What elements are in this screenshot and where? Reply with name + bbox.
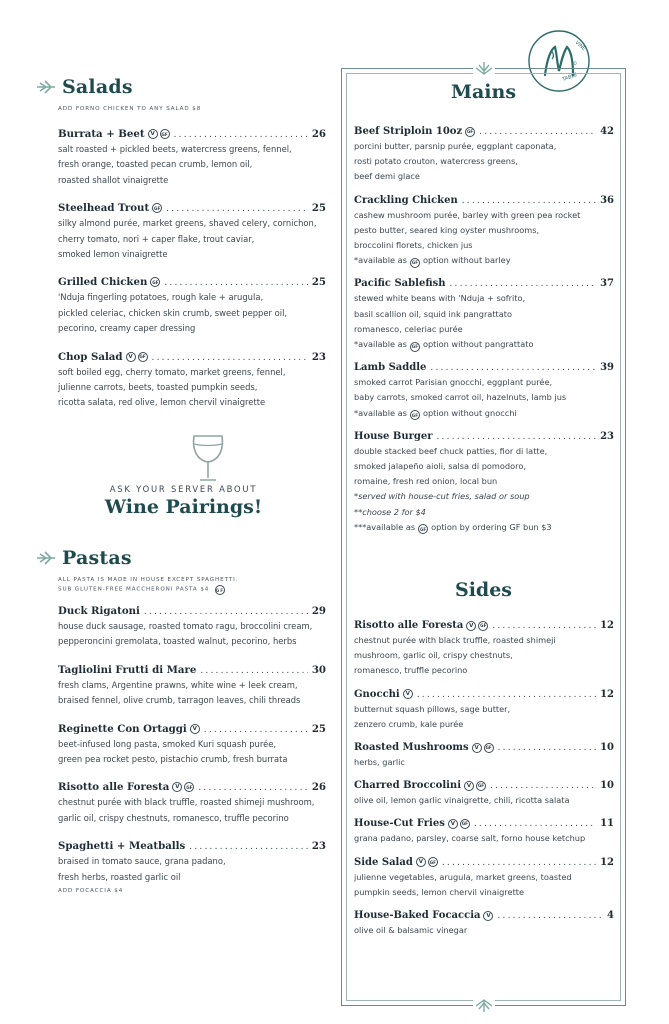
menu-item-price: 23 bbox=[311, 840, 326, 853]
menu-item-price: 37 bbox=[600, 278, 614, 290]
description-line: broccolini florets, chicken jus bbox=[354, 240, 473, 251]
menu-item-name: Steelhead Trout bbox=[58, 202, 150, 215]
description-line: cherry tomato, nori + caper flake, trout caviar, bbox=[58, 233, 255, 244]
menu-item-header bbox=[58, 664, 326, 676]
menu-item-description bbox=[354, 633, 614, 679]
menu-item-price: 12 bbox=[600, 620, 614, 631]
description-line: roasted shallot vinaigrette bbox=[58, 174, 169, 185]
salads-section bbox=[36, 76, 326, 411]
menu-item-price: 23 bbox=[311, 350, 326, 363]
description-line: rosti potato crouton, watercress greens, bbox=[354, 156, 518, 167]
description-line: house duck sausage, roasted tomato ragu, broccolini cream, bbox=[58, 621, 313, 631]
menu-item bbox=[58, 351, 326, 411]
description-line: cashew mushroom purée, barley with green pea rocket bbox=[354, 209, 581, 220]
dot-leader bbox=[492, 621, 596, 631]
dot-leader bbox=[430, 363, 596, 373]
vegetarian-badge-icon: V bbox=[403, 689, 413, 699]
menu-item-description bbox=[58, 216, 326, 262]
menu-item-price: 10 bbox=[600, 780, 614, 792]
menu-item-name: Pacific Sablefish bbox=[354, 278, 446, 290]
dot-leader bbox=[144, 607, 308, 617]
menu-item-description bbox=[58, 795, 326, 826]
dietary-badges bbox=[483, 911, 493, 921]
gf-note-suffix: option without gnocchi bbox=[422, 407, 517, 418]
description-line: green pea rocket pesto, pistachio crumb, fresh burrata bbox=[58, 754, 288, 765]
menu-item-name: Chop Salad bbox=[58, 350, 123, 363]
mains-list bbox=[354, 116, 614, 535]
wine-ask-text: ASK YOUR SERVER ABOUT bbox=[109, 484, 258, 494]
menu-item-header bbox=[58, 276, 326, 288]
menu-item bbox=[58, 128, 326, 188]
description-line: grana padano, parsley, coarse salt, forno house ketchup bbox=[354, 833, 586, 844]
gluten-free-badge-icon: GF bbox=[418, 524, 428, 534]
menu-item-name: Risotto alle Foresta bbox=[58, 781, 170, 794]
menu-item bbox=[58, 723, 326, 768]
dietary-badges bbox=[464, 781, 486, 791]
menu-item-price: 23 bbox=[600, 430, 614, 442]
dietary-badges bbox=[465, 127, 475, 137]
gluten-free-badge-icon: GF bbox=[215, 585, 225, 595]
serving-note: *served with house-cut fries, salad or soup bbox=[354, 491, 530, 502]
menu-item-name: Beef Striploin 10oz bbox=[354, 126, 463, 137]
menu-item bbox=[354, 431, 614, 535]
description-line: stewed white beans with 'Nduja + sofrito, bbox=[354, 293, 526, 304]
menu-item-header bbox=[354, 620, 614, 631]
menu-item-description bbox=[58, 619, 326, 650]
menu-item-description bbox=[354, 375, 614, 421]
salads-title: Salads bbox=[62, 76, 133, 98]
panel-top-ornament-icon bbox=[473, 60, 495, 76]
dot-leader bbox=[164, 278, 307, 288]
description-line: julienne carrots, beets, toasted pumpkin seeds, bbox=[58, 382, 258, 393]
description-line: butternut squash pillows, sage butter, bbox=[354, 703, 511, 714]
menu-item bbox=[354, 689, 614, 732]
menu-item-header bbox=[58, 605, 326, 617]
menu-item-name: Lamb Saddle bbox=[354, 362, 427, 374]
gluten-free-badge-icon: GF bbox=[410, 410, 420, 420]
dot-leader bbox=[152, 353, 308, 363]
description-line: smoked jalapeño aioli, salsa di pomodoro, bbox=[354, 461, 526, 472]
description-line: 'Nduja fingerling potatoes, rough kale + arugula, bbox=[58, 292, 264, 303]
logo-text-bottom: TABLE bbox=[561, 71, 579, 83]
dot-leader bbox=[436, 432, 596, 442]
menu-item-name: Charred Broccolini bbox=[354, 780, 461, 792]
dot-leader bbox=[497, 911, 603, 921]
menu-item bbox=[58, 202, 326, 262]
menu-item-name: Grilled Chicken bbox=[58, 276, 148, 289]
menu-item-name: Risotto alle Foresta bbox=[354, 620, 464, 631]
gf-note-prefix: *available as bbox=[354, 339, 407, 350]
panel-bottom-ornament-icon bbox=[473, 998, 495, 1014]
description-line: fresh clams, Argentine prawns, white wine + leek cream, bbox=[58, 679, 298, 690]
menu-item-price: 4 bbox=[607, 910, 614, 922]
menu-item-name: Side Salad bbox=[354, 856, 413, 868]
gluten-free-availability-note bbox=[354, 520, 614, 535]
gluten-free-availability-note bbox=[354, 337, 614, 352]
gluten-free-badge-icon: GF bbox=[478, 621, 488, 631]
menu-item-header bbox=[354, 742, 614, 753]
vegetarian-badge-icon: V bbox=[126, 352, 136, 362]
menu-item-description bbox=[58, 737, 326, 768]
gluten-free-badge-icon: GF bbox=[152, 203, 162, 213]
leaf-ornament-icon bbox=[36, 548, 56, 568]
gf-note-suffix: option without barley bbox=[422, 255, 511, 266]
menu-item-name: Gnocchi bbox=[354, 688, 400, 700]
description-line: braised in tomato sauce, grana padano, bbox=[58, 856, 226, 867]
description-line: porcini butter, parsnip purée, eggplant caponata, bbox=[354, 141, 557, 151]
menu-item-header bbox=[58, 781, 326, 793]
menu-item-description bbox=[354, 702, 614, 732]
dietary-badges bbox=[416, 857, 438, 867]
menu-item bbox=[354, 126, 614, 185]
description-line: fresh orange, toasted pecan crumb, lemon oil, bbox=[58, 159, 253, 170]
menu-item-description bbox=[354, 793, 614, 808]
description-line: julienne vegetables, arugula, market greens, toasted bbox=[354, 871, 572, 882]
pastas-note-line2: SUB GLUTEN-FREE MACCHERONI PASTA $4 bbox=[58, 586, 210, 593]
description-line: romanesco, truffle pecorino bbox=[354, 665, 468, 676]
dietary-badges bbox=[172, 782, 194, 792]
description-line: garlic oil, crispy chestnuts, romanesco, truffle pecorino bbox=[58, 812, 289, 823]
gf-note-prefix: *available as bbox=[354, 255, 407, 266]
pastas-title: Pastas bbox=[62, 547, 132, 569]
vegetarian-badge-icon: V bbox=[148, 129, 158, 139]
description-line: mushroom, garlic oil, crispy chestnuts, bbox=[354, 650, 513, 661]
dot-leader bbox=[442, 858, 596, 868]
menu-item bbox=[354, 818, 614, 846]
pastas-section bbox=[36, 547, 326, 894]
dietary-badges bbox=[472, 743, 494, 753]
menu-item-price: 10 bbox=[600, 742, 614, 754]
menu-item-price: 39 bbox=[600, 362, 614, 374]
salads-note: ADD FORNO CHICKEN TO ANY SALAD $8 bbox=[58, 106, 202, 112]
menu-item-description bbox=[58, 142, 326, 188]
menu-item-description bbox=[354, 923, 614, 938]
menu-item-header bbox=[354, 780, 614, 791]
description-line: ricotta salata, red olive, lemon chervil vinaigrette bbox=[58, 397, 266, 408]
description-line: beet-infused long pasta, smoked Kuri squash purée, bbox=[58, 738, 277, 749]
menu-item bbox=[354, 857, 614, 900]
dot-leader bbox=[490, 781, 596, 791]
menu-item bbox=[354, 195, 614, 269]
dot-leader bbox=[200, 666, 307, 676]
description-line: chestnut purée with black truffle, roasted shimeji bbox=[354, 635, 556, 645]
description-line: baby carrots, smoked carrot oil, hazelnuts, lamb jus bbox=[354, 392, 567, 403]
menu-item-header bbox=[354, 910, 614, 921]
dot-leader bbox=[204, 725, 308, 735]
menu-item-description bbox=[354, 291, 614, 352]
menu-item-name: Duck Rigatoni bbox=[58, 605, 140, 617]
menu-item-name: Spaghetti + Meatballs bbox=[58, 840, 186, 853]
vegetarian-badge-icon: V bbox=[464, 781, 474, 791]
gluten-free-availability-note bbox=[354, 406, 614, 421]
menu-item-header bbox=[58, 723, 326, 735]
salads-list bbox=[58, 128, 326, 411]
pastas-note-line1: ALL PASTA IS MADE IN HOUSE EXCEPT SPAGHETTI. bbox=[58, 577, 239, 583]
menu-item bbox=[354, 780, 614, 808]
salads-header bbox=[36, 76, 326, 98]
dietary-badges bbox=[152, 203, 162, 213]
pastas-header bbox=[36, 547, 326, 569]
dot-leader bbox=[189, 842, 308, 852]
description-line: zenzero crumb, kale purée bbox=[354, 718, 464, 729]
menu-item bbox=[354, 362, 614, 421]
wine-glass-icon bbox=[186, 434, 230, 482]
dietary-badges bbox=[448, 819, 470, 829]
menu-item bbox=[58, 840, 326, 894]
gluten-free-badge-icon: GF bbox=[460, 819, 470, 829]
leaf-ornament-icon bbox=[36, 77, 56, 97]
menu-item-header bbox=[354, 362, 614, 373]
description-line: silky almond purée, market greens, shaved celery, cornichon, bbox=[58, 218, 317, 229]
gluten-free-badge-icon: GF bbox=[476, 781, 486, 791]
description-line: olive oil, lemon garlic vinaigrette, chili, ricotta salata bbox=[354, 795, 570, 806]
menu-item bbox=[354, 742, 614, 770]
description-line: beef demi glace bbox=[354, 171, 420, 182]
dot-leader bbox=[198, 783, 307, 793]
gluten-free-badge-icon: GF bbox=[160, 129, 170, 139]
description-line: chestnut purée with black truffle, roasted shimeji mushroom, bbox=[58, 797, 315, 808]
dot-leader bbox=[479, 127, 596, 137]
gluten-free-badge-icon: GF bbox=[410, 342, 420, 352]
description-line: pecorino, creamy caper dressing bbox=[58, 323, 196, 334]
menu-item-price: 12 bbox=[600, 856, 614, 868]
mains-title: Mains bbox=[450, 81, 517, 103]
description-line: soft boiled egg, cherry tomato, market greens, fennel, bbox=[58, 366, 286, 377]
menu-item-description bbox=[354, 139, 614, 185]
dot-leader bbox=[174, 130, 308, 140]
wine-pairings-block bbox=[36, 434, 366, 518]
menu-item-name: Crackling Chicken bbox=[354, 194, 458, 206]
wine-pairings-title: Wine Pairings! bbox=[104, 496, 263, 518]
menu-item-name: House-Baked Focaccia bbox=[354, 910, 481, 922]
menu-item-header bbox=[354, 126, 614, 137]
gluten-free-badge-icon: GF bbox=[150, 277, 160, 287]
gf-note-prefix: ***available as bbox=[354, 521, 416, 532]
description-line: double stacked beef chuck patties, fior di latte, bbox=[354, 445, 548, 456]
menu-item-description bbox=[354, 870, 614, 900]
menu-item-description bbox=[58, 290, 326, 336]
vegetarian-badge-icon: V bbox=[448, 819, 458, 829]
menu-item-price: 25 bbox=[311, 202, 326, 215]
menu-item-price: 11 bbox=[600, 818, 614, 830]
add-on-note: ADD FOCACCIA $4 bbox=[58, 888, 124, 895]
description-line: pesto butter, seared king oyster mushrooms, bbox=[354, 224, 540, 235]
description-line: smoked lemon vinaigrette bbox=[58, 249, 168, 260]
menu-item bbox=[58, 605, 326, 650]
sides-title: Sides bbox=[454, 579, 512, 601]
menu-item-price: 12 bbox=[600, 688, 614, 700]
gf-note-prefix: *available as bbox=[354, 407, 407, 418]
gluten-free-badge-icon: GF bbox=[465, 127, 475, 137]
gluten-free-badge-icon: GF bbox=[484, 743, 494, 753]
description-line: herbs, garlic bbox=[354, 757, 405, 768]
logo-text-mid: TO bbox=[571, 61, 577, 66]
vegetarian-badge-icon: V bbox=[190, 724, 200, 734]
menu-item-header bbox=[354, 278, 614, 289]
gluten-free-badge-icon: GF bbox=[428, 857, 438, 867]
pastas-list bbox=[58, 605, 326, 894]
gf-note-suffix: option by ordering GF bun $3 bbox=[431, 521, 552, 532]
menu-item-header bbox=[354, 689, 614, 700]
menu-item-description bbox=[58, 365, 326, 411]
menu-item-description bbox=[354, 755, 614, 770]
description-line: olive oil & balsamic vinegar bbox=[354, 925, 468, 936]
description-line: romanesco, celeriac purée bbox=[354, 323, 463, 334]
pastas-note bbox=[58, 576, 326, 595]
menu-item-description bbox=[354, 831, 614, 846]
menu-item-header bbox=[58, 128, 326, 140]
gluten-free-badge-icon: GF bbox=[138, 352, 148, 362]
vegetarian-badge-icon: V bbox=[483, 911, 493, 921]
dot-leader bbox=[417, 690, 596, 700]
logo-text-top: VINE bbox=[573, 39, 587, 53]
menu-item-description bbox=[354, 208, 614, 269]
gluten-free-availability-note bbox=[354, 253, 614, 268]
menu-item-name: Roasted Mushrooms bbox=[354, 742, 469, 754]
dot-leader bbox=[449, 279, 596, 289]
menu-item-header bbox=[58, 202, 326, 214]
menu-item-header bbox=[354, 857, 614, 868]
menu-item bbox=[354, 278, 614, 352]
vegetarian-badge-icon: V bbox=[472, 743, 482, 753]
description-line: fresh herbs, roasted garlic oil bbox=[58, 871, 181, 882]
menu-item bbox=[58, 276, 326, 336]
dot-leader bbox=[166, 204, 308, 214]
description-line: braised fennel, olive crumb, tarragon leaves, chili threads bbox=[58, 695, 301, 706]
dietary-badges bbox=[150, 277, 160, 287]
dot-leader bbox=[462, 196, 596, 206]
menu-item-name: Reginette Con Ortaggi bbox=[58, 722, 187, 735]
menu-item-description bbox=[58, 678, 326, 709]
dietary-badges bbox=[148, 129, 170, 139]
mains-sides-panel bbox=[341, 68, 626, 1006]
menu-item-name: Tagliolini Frutti di Mare bbox=[58, 663, 197, 676]
menu-item-description bbox=[354, 444, 614, 535]
gf-note-suffix: option without pangrattato bbox=[422, 339, 534, 350]
menu-item bbox=[58, 781, 326, 826]
dot-leader bbox=[498, 743, 596, 753]
menu-item-name: Burrata + Beet bbox=[58, 128, 145, 140]
description-line: pumpkin seeds, lemon chervil vinaigrette bbox=[354, 886, 525, 897]
dot-leader bbox=[474, 819, 596, 829]
dietary-badges bbox=[403, 689, 413, 699]
description-line: pepperoncini gremolata, toasted walnut, pecorino, herbs bbox=[58, 636, 297, 647]
menu-item-header bbox=[354, 818, 614, 829]
menu-item bbox=[354, 910, 614, 938]
vegetarian-badge-icon: V bbox=[466, 621, 476, 631]
menu-item-price: 29 bbox=[311, 605, 326, 617]
menu-item-description bbox=[58, 854, 326, 885]
dietary-badges bbox=[190, 724, 200, 734]
menu-item-price: 25 bbox=[311, 722, 326, 735]
menu-item-price: 26 bbox=[311, 128, 326, 140]
sides-list bbox=[354, 610, 614, 938]
description-line: pickled celeriac, chicken skin crumb, sweet pepper oil, bbox=[58, 307, 288, 318]
menu-item-price: 26 bbox=[311, 781, 326, 794]
menu-item-header bbox=[58, 351, 326, 363]
dietary-badges bbox=[126, 352, 148, 362]
menu-item-price: 42 bbox=[600, 126, 614, 137]
menu-item-header bbox=[354, 195, 614, 206]
description-line: romaine, fresh red onion, local bun bbox=[354, 476, 498, 487]
description-line: salt roasted + pickled beets, watercress greens, fennel, bbox=[58, 144, 292, 154]
menu-item bbox=[354, 620, 614, 679]
description-line: basil scallion oil, squid ink pangrattato bbox=[354, 308, 512, 319]
menu-item bbox=[58, 664, 326, 709]
vegetarian-badge-icon: V bbox=[172, 782, 182, 792]
menu-item-header bbox=[58, 840, 326, 852]
description-line: smoked carrot Parisian gnocchi, eggplant purée, bbox=[354, 377, 553, 388]
serving-note: **choose 2 for $4 bbox=[354, 506, 426, 517]
menu-item-price: 36 bbox=[600, 194, 614, 206]
menu-item-name: House Burger bbox=[354, 430, 433, 442]
gluten-free-badge-icon: GF bbox=[410, 258, 420, 268]
dietary-badges bbox=[466, 621, 488, 631]
menu-item-name: House-Cut Fries bbox=[354, 818, 445, 830]
menu-item-price: 30 bbox=[311, 663, 326, 676]
menu-item-header bbox=[354, 431, 614, 442]
gluten-free-badge-icon: GF bbox=[184, 782, 194, 792]
menu-item-price: 25 bbox=[311, 276, 326, 289]
vegetarian-badge-icon: V bbox=[416, 857, 426, 867]
